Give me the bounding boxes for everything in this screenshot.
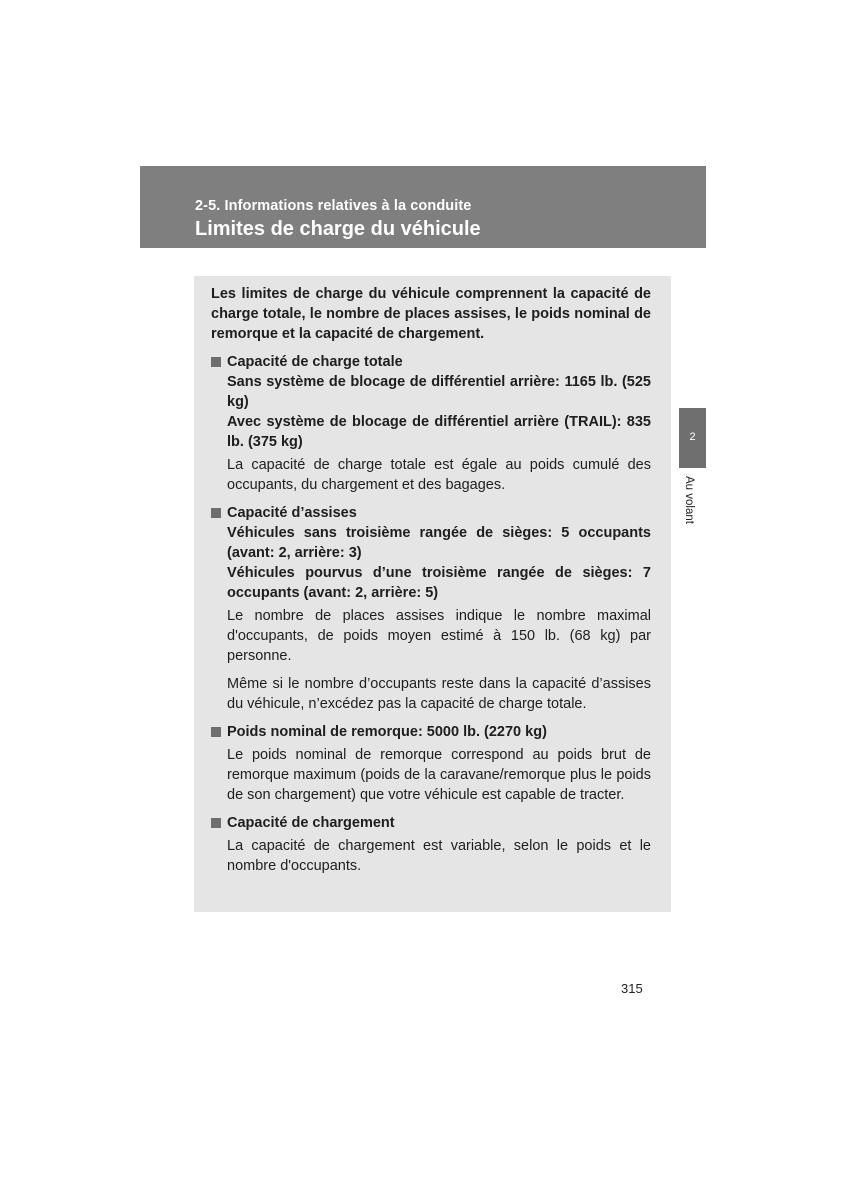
square-bullet-icon [211,727,221,737]
item-sub: Véhicules pourvus d’une troisième rangée de sièges: 7 occupants (avant: 2, arrière: 5) [227,565,651,601]
item-description: Le nombre de places assises indique le nombre maximal d'occupants, de poids moyen estimé à 150 lb. (68 kg) par personne. [227,608,651,664]
item-heading: Capacité de chargement [227,815,395,831]
square-bullet-icon [211,508,221,518]
section-header [140,166,706,248]
square-bullet-icon [211,357,221,367]
intro-text: Les limites de charge du véhicule comprennent la capacité de charge totale, le nombre de places assises, le poids nominal de remorque et la capacité de chargement. [211,286,651,342]
item-sub: Avec système de blocage de différentiel arrière (TRAIL): 835 lb. (375 kg) [227,414,651,450]
page-title: Limites de charge du véhicule [195,218,481,240]
chapter-number: 2 [689,431,696,443]
item-description-note: Même si le nombre d’occupants reste dans la capacité d’assises du véhicule, n’excédez pas la capacité de charge totale. [227,676,651,712]
square-bullet-icon [211,818,221,828]
item-heading: Capacité de charge totale [227,354,403,370]
item-sub: Sans système de blocage de différentiel arrière: 1165 lb. (525 kg) [227,374,651,410]
section-label: 2-5. Informations relatives à la conduite [195,198,472,214]
page-number: 315 [621,981,643,996]
item-description: Le poids nominal de remorque correspond au poids brut de remorque maximum (poids de la caravane/remorque plus le poids de son chargement) que votre véhicule est capable de tracter. [227,747,651,803]
item-capacite-assises [211,503,651,714]
content-box [194,276,671,912]
item-description: La capacité de charge totale est égale au poids cumulé des occupants, du chargement et des bagages. [227,457,651,493]
chapter-label: Au volant [683,476,695,524]
item-sub: Véhicules sans troisième rangée de sièges: 5 occupants (avant: 2, arrière: 3) [227,525,651,561]
item-heading: Poids nominal de remorque: 5000 lb. (2270 kg) [227,724,547,740]
item-capacite-chargement [211,813,651,876]
item-poids-nominal-remorque [211,722,651,805]
item-capacite-charge-totale [211,352,651,495]
chapter-tab [679,408,706,468]
item-description: La capacité de chargement est variable, selon le poids et le nombre d'occupants. [227,838,651,874]
item-heading: Capacité d’assises [227,505,357,521]
